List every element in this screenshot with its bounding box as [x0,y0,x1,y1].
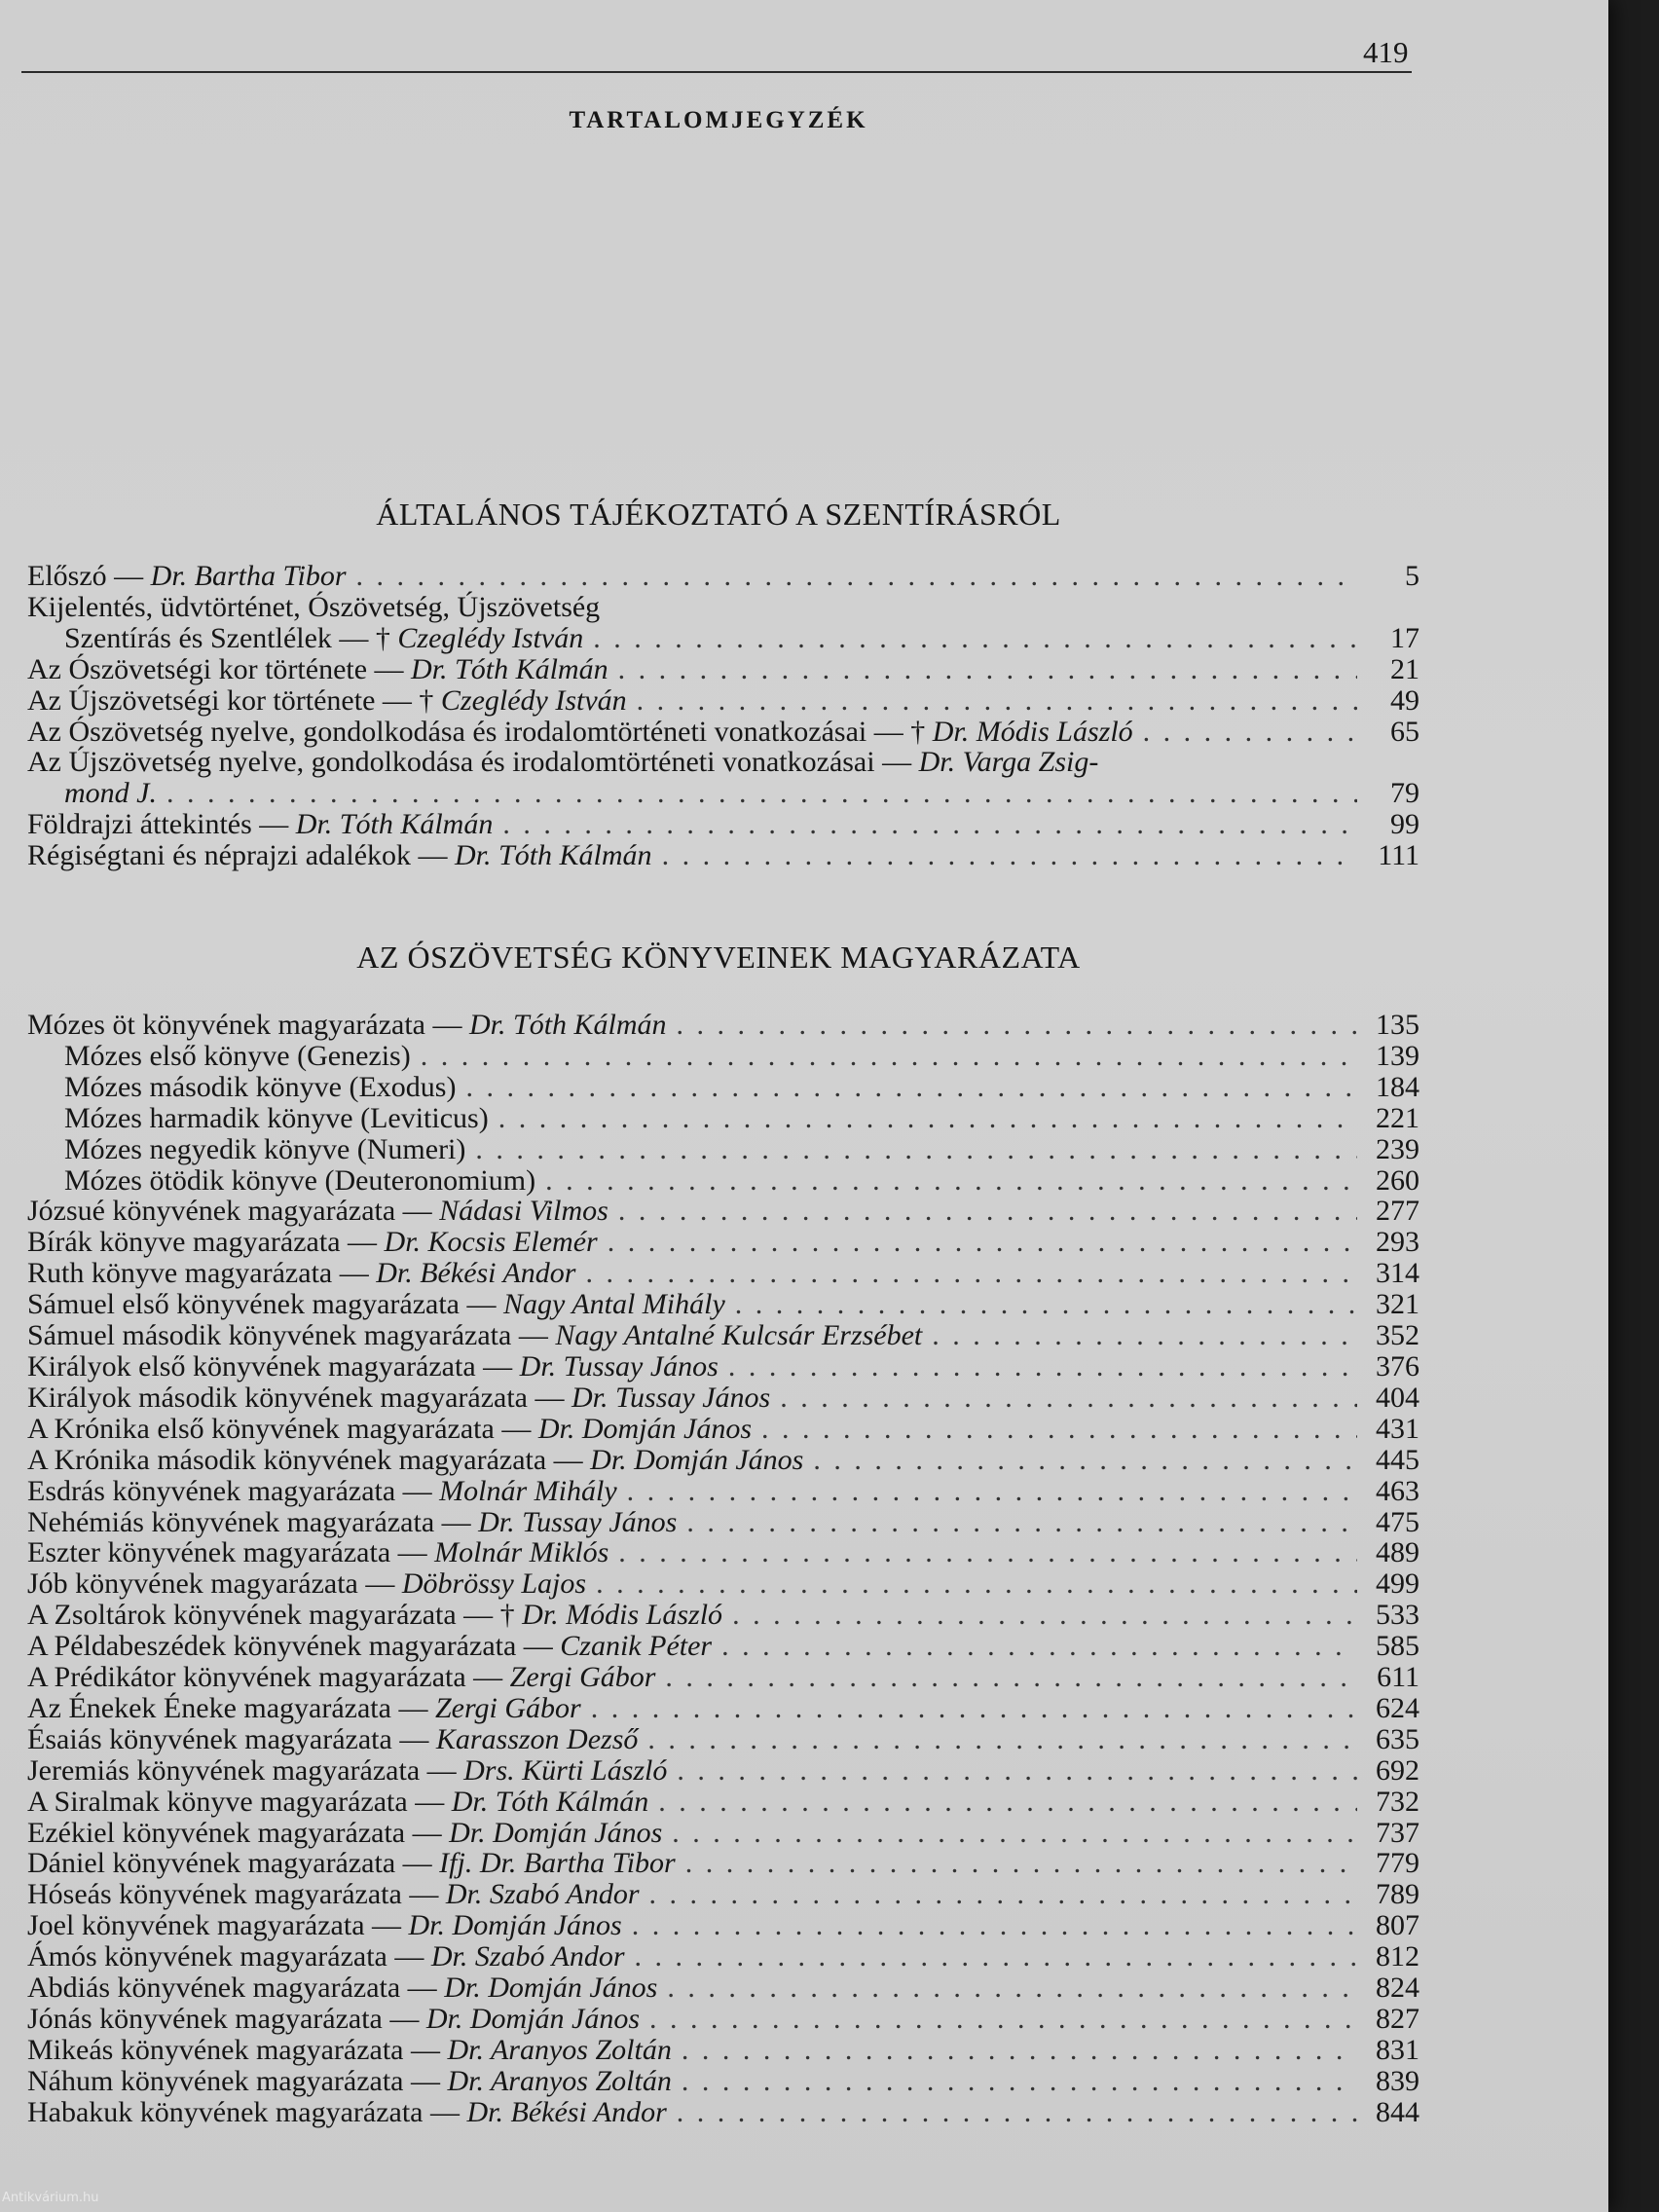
toc-entry-page: 184 [1376,1070,1419,1103]
toc-entry-title: Királyok első könyvének magyarázata — [27,1349,513,1382]
toc-entry-text [27,1662,655,1693]
dot-leader [685,1848,1357,1879]
toc-entry-text [27,1631,712,1662]
toc-entry-page: 376 [1376,1349,1419,1382]
watermark: Antikvárium.hu [2,2191,99,2205]
toc-entry [27,809,1419,840]
dot-leader [735,1289,1357,1320]
toc-entry [27,654,1419,685]
toc-entry-text [27,1693,581,1724]
toc-entry [27,1972,1419,2004]
toc-entry-author: Dr. Bartha Tibor [150,560,347,592]
toc-entry-author: Dr. Domján János [425,2003,641,2035]
toc-entry-text [64,623,583,654]
toc-list-general [27,561,1419,871]
toc-entry-title: Bírák könyve magyarázata — [27,1226,378,1259]
dot-leader [618,654,1357,685]
toc-entry-title: Mózes öt könyvének magyarázata — [27,1009,462,1041]
toc-entry-title: Az Újszövetség nyelve, gondolkodása és irodalomtörténeti vonatkozásai — [27,746,912,779]
toc-entry [27,1134,1419,1165]
toc-entry-text [27,1476,617,1507]
dot-leader [667,1972,1357,2004]
dot-leader [813,1445,1357,1476]
toc-entry-title: Esdrás könyvének magyarázata — [27,1474,432,1507]
toc-entry-author: Dr. Domján János [449,1816,663,1849]
toc-entry-text [64,778,157,809]
toc-entry-page: 404 [1376,1381,1419,1414]
toc-entry [27,561,1419,592]
toc-entry-text [27,1568,586,1600]
toc-entry-text [27,1196,608,1227]
dot-leader [618,1196,1357,1227]
dot-leader [682,2035,1357,2066]
toc-entry-title: Ruth könyve magyarázata — [27,1257,369,1290]
dot-leader [356,561,1357,592]
dot-leader [593,623,1357,654]
dot-leader [498,1103,1357,1134]
header-rule [21,71,1412,73]
toc-entry-page: 807 [1376,1909,1419,1942]
toc-entry [27,1941,1419,1972]
dot-leader [682,2066,1357,2097]
toc-entry-author: Nádasi Vilmos [439,1195,608,1228]
toc-entry-author: Dr. Tóth Kálmán [469,1009,667,1041]
toc-entry-text [27,1910,622,1941]
toc-entry [27,1662,1419,1693]
toc-entry [27,685,1419,717]
toc-entry-text [27,685,627,717]
toc-entry-author: Dr. Szabó Andor [445,1878,640,1911]
toc-entry-author: Dr. Domján János [408,1909,622,1942]
toc-entry-author: Czanik Péter [560,1630,713,1663]
dot-leader [658,1787,1357,1818]
toc-entry-page: 463 [1376,1474,1419,1507]
toc-entry-author: Molnár Miklós [434,1536,609,1569]
dot-leader [166,778,1357,809]
toc-entry-page: 499 [1376,1567,1419,1601]
toc-entry-page: 732 [1376,1785,1419,1818]
toc-entry-page: 111 [1378,839,1419,872]
toc-entry-text [27,1382,770,1414]
toc-entry-title: A Krónika második könyvének magyarázata — [27,1443,583,1476]
dot-leader [608,1227,1357,1258]
toc-entry-text [64,1165,535,1197]
toc-entry-title: Az Énekek Éneke magyarázata — [27,1691,428,1724]
dot-leader [662,840,1357,871]
toc-entry [27,1227,1419,1258]
toc-entry [27,778,1419,809]
toc-entry-page: 135 [1376,1009,1419,1041]
toc-entry-author: Dr. Békési Andor [376,1257,576,1290]
toc-entry-page: 49 [1390,683,1419,717]
dot-leader [545,1165,1357,1197]
toc-entry [27,1445,1419,1476]
toc-entry-author: Dr. Tussay János [478,1505,678,1538]
toc-entry [27,717,1419,748]
toc-entry-author: Zergi Gábor [509,1661,656,1694]
toc-entry [27,2066,1419,2097]
section-heading-old-testament: AZ ÓSZÖVETSÉG KÖNYVEINEK MAGYARÁZATA [356,940,1081,975]
toc-entry-page: 314 [1376,1257,1419,1290]
dot-leader [632,1910,1357,1941]
toc-entry-text [27,1414,752,1445]
toc-entry-title: Eszter könyvének magyarázata — [27,1536,427,1569]
toc-entry-text [27,1879,640,1910]
toc-entry-page: 692 [1376,1753,1419,1787]
toc-entry-page: 824 [1376,1972,1419,2005]
toc-entry-page: 533 [1376,1599,1419,1632]
toc-entry-author: Czeglédy István [397,621,584,654]
toc-entry-text [27,2004,640,2035]
toc-entry-author: Dr. Aranyos Zoltán [447,2064,672,2097]
toc-entry [27,1165,1419,1197]
toc-entry-page: 812 [1376,1940,1419,1973]
toc-entry-author: Dr. Tóth Kálmán [411,652,608,685]
toc-entry [27,1693,1419,1724]
toc-entry-text [27,1227,598,1258]
toc-entry-title: Ésaiás könyvének magyarázata — [27,1722,429,1755]
toc-entry [27,1476,1419,1507]
toc-entry-title: Jeremiás könyvének magyarázata — [27,1753,457,1787]
toc-entry-page: 789 [1376,1878,1419,1911]
toc-entry-title: Mózes első könyve (Genezis) [64,1039,411,1072]
toc-entry-text [27,1848,676,1879]
toc-entry-title: Jób könyvének magyarázata — [27,1567,395,1601]
toc-entry [27,1320,1419,1351]
toc-entry-text [27,1787,648,1818]
toc-entry-title: Sámuel első könyvének magyarázata — [27,1288,497,1321]
dot-leader [672,1818,1357,1849]
toc-entry-text [64,1134,465,1165]
toc-entry-page: 737 [1376,1816,1419,1849]
toc-entry-author: Drs. Kürti László [463,1753,668,1787]
toc-entry [27,1196,1419,1227]
toc-entry-text [27,1941,625,1972]
toc-entry-title: Az Ószövetség nyelve, gondolkodása és irodalomtörténeti vonatkozásai — † [27,715,926,748]
toc-entry-title: Habakuk könyvének magyarázata — [27,2095,460,2128]
toc-entry-text [27,2097,667,2128]
toc-entry [27,1910,1419,1941]
toc-entry-page: 293 [1376,1226,1419,1259]
toc-entry-text [27,1010,667,1041]
toc-entry-text [27,717,1133,748]
toc-entry-author: Dr. Módis László [522,1599,723,1632]
toc-entry-text [27,1289,725,1320]
dot-leader [761,1414,1357,1445]
toc-entry [27,1041,1419,1072]
toc-entry [27,1507,1419,1538]
toc-entry-text [27,809,493,840]
dot-leader [649,2004,1357,2035]
toc-entry-title: Ezékiel könyvének magyarázata — [27,1816,442,1849]
toc-entry-text [27,1600,722,1631]
toc-entry-text [27,592,600,623]
toc-entry-page: 839 [1376,2064,1419,2097]
toc-entry-author: Dr. Békési Andor [466,2095,667,2128]
toc-entry-text [27,1507,677,1538]
toc-entry-page: 239 [1376,1132,1419,1165]
dot-leader [728,1351,1357,1382]
dot-leader [932,1320,1357,1351]
toc-entry-page: 611 [1377,1661,1419,1694]
dot-leader [677,1010,1357,1041]
toc-entry-page: 352 [1376,1319,1419,1352]
dot-leader [780,1382,1357,1414]
toc-entry-title: Mózes második könyve (Exodus) [64,1070,457,1103]
toc-entry-title: Joel könyvének magyarázata — [27,1909,402,1942]
toc-entry-text [27,1258,575,1289]
toc-entry [27,1414,1419,1445]
toc-entry [27,1258,1419,1289]
toc-entry-title: A Krónika első könyvének magyarázata — [27,1412,532,1445]
dot-leader [475,1134,1357,1165]
dot-leader [649,1879,1358,1910]
toc-entry-text [64,1041,411,1072]
toc-entry-title: A Prédikátor könyvének magyarázata — [27,1661,503,1694]
toc-entry-page: 445 [1376,1443,1419,1476]
toc-entry [27,1818,1419,1849]
toc-entry-author: Czeglédy István [440,683,627,717]
toc-entry-author: Molnár Mihály [439,1474,617,1507]
toc-entry-author: Dr. Módis László [932,715,1133,748]
toc-entry-text [27,1818,662,1849]
toc-entry-author: Dr. Tóth Kálmán [295,808,494,841]
toc-entry-text [64,1103,489,1134]
toc-entry-text [27,1445,803,1476]
dot-leader [596,1568,1357,1600]
toc-entry [27,1755,1419,1787]
toc-entry-author: Karasszon Dezső [435,1722,639,1755]
toc-entry-page: 321 [1376,1288,1419,1321]
toc-entry-author: Dr. Tussay János [519,1349,719,1382]
toc-entry-title: Az Ószövetségi kor története — [27,652,404,685]
toc-entry-author: mond J. [64,777,157,810]
dot-leader [677,2097,1357,2128]
toc-entry-page: 844 [1376,2095,1419,2128]
toc-entry-title: Józsué könyvének magyarázata — [27,1195,432,1228]
toc-entry-page: 831 [1376,2033,1419,2066]
toc-entry-author: Dr. Varga Zsig- [918,746,1099,779]
toc-entry-author: Nagy Antal Mihály [503,1288,725,1321]
toc-entry [27,623,1419,654]
toc-entry [27,747,1419,778]
toc-entry [27,840,1419,871]
dot-leader [627,1476,1357,1507]
toc-entry-text [27,1755,667,1787]
toc-entry [27,1848,1419,1879]
dot-leader [637,685,1357,717]
toc-entry [27,2097,1419,2128]
toc-entry-text [27,2066,672,2097]
toc-entry [27,2035,1419,2066]
toc-entry [27,1631,1419,1662]
toc-entry-title: Ámós könyvének magyarázata — [27,1940,424,1973]
dot-leader [721,1631,1357,1662]
dot-leader [732,1600,1357,1631]
toc-entry-title: Mózes negyedik könyve (Numeri) [64,1132,466,1165]
toc-entry-text [27,1351,719,1382]
toc-entry-author: Dr. Tóth Kálmán [455,839,652,872]
dot-leader [421,1041,1357,1072]
document-title: TARTALOMJEGYZÉK [569,107,868,133]
toc-entry-text [27,840,652,871]
toc-entry-page: 221 [1376,1101,1419,1134]
dot-leader [686,1507,1357,1538]
toc-entry-title: Előszó — [27,560,144,592]
toc-entry-page: 624 [1376,1691,1419,1724]
toc-entry-author: Döbrössy Lajos [401,1567,587,1601]
toc-entry-title: A Siralmak könyve magyarázata — [27,1785,445,1818]
toc-entry [27,1103,1419,1134]
toc-entry-text [27,1320,922,1351]
toc-entry-author: Ifj. Dr. Bartha Tibor [439,1847,676,1880]
dot-leader [465,1072,1357,1103]
toc-entry-page: 635 [1376,1722,1419,1755]
toc-entry-title: A Zsoltárok könyvének magyarázata — † [27,1599,515,1632]
toc-entry [27,1879,1419,1910]
toc-entry-page: 779 [1376,1847,1419,1880]
dot-leader [502,809,1357,840]
toc-entry-author: Dr. Tussay János [571,1381,771,1414]
toc-entry [27,592,1419,623]
toc-entry-text [27,1972,657,2004]
toc-entry-title: Hóseás könyvének magyarázata — [27,1878,439,1911]
toc-entry-title: Mózes harmadik könyve (Leviticus) [64,1101,489,1134]
toc-entry-title: Abdiás könyvének magyarázata — [27,1972,437,2005]
toc-entry-author: Dr. Domján János [537,1412,752,1445]
toc-entry-page: 5 [1405,560,1419,592]
toc-entry-page: 827 [1376,2003,1419,2035]
toc-entry-title: Mikeás könyvének magyarázata — [27,2033,440,2066]
toc-entry-page: 475 [1376,1505,1419,1538]
toc-entry [27,1724,1419,1755]
toc-entry-title: Jónás könyvének magyarázata — [27,2003,420,2035]
toc-entry-author: Dr. Szabó Andor [430,1940,625,1973]
toc-entry-text [64,1072,456,1103]
toc-entry-title: Kijelentés, üdvtörténet, Ószövetség, Újszövetség [27,590,601,623]
toc-entry-text [27,654,608,685]
toc-entry-page: 139 [1376,1039,1419,1072]
dot-leader [665,1662,1357,1693]
toc-entry-author: Dr. Tóth Kálmán [451,1785,649,1818]
toc-entry-text [27,561,347,592]
dot-leader [647,1724,1357,1755]
toc-entry-author: Dr. Kocsis Elemér [384,1226,598,1259]
toc-entry [27,2004,1419,2035]
toc-entry-title: Mózes ötödik könyve (Deuteronomium) [64,1163,536,1197]
toc-entry [27,1600,1419,1631]
dot-leader [585,1258,1357,1289]
toc-entry-page: 21 [1390,652,1419,685]
dot-leader [635,1941,1357,1972]
page-number: 419 [1363,35,1409,69]
toc-entry-title: Náhum könyvének magyarázata — [27,2064,440,2097]
toc-entry-page: 277 [1376,1195,1419,1228]
dot-leader [1143,717,1357,748]
toc-entry-page: 65 [1390,715,1419,748]
toc-entry-text [27,747,1098,778]
toc-entry-title: Dániel könyvének magyarázata — [27,1847,432,1880]
toc-entry [27,1382,1419,1414]
toc-entry-author: Nagy Antalné Kulcsár Erzsébet [555,1319,923,1352]
toc-entry [27,1568,1419,1600]
toc-entry-title: Szentírás és Szentlélek — † [64,621,390,654]
toc-entry-page: 431 [1376,1412,1419,1445]
dot-leader [618,1537,1357,1568]
toc-entry-title: Sámuel második könyvének magyarázata — [27,1319,548,1352]
toc-entry-title: Földrajzi áttekintés — [27,808,289,841]
toc-entry [27,1351,1419,1382]
toc-entry [27,1537,1419,1568]
toc-entry-page: 99 [1390,808,1419,841]
toc-entry [27,1787,1419,1818]
toc-entry-title: Régiségtani és néprajzi adalékok — [27,839,448,872]
toc-entry-page: 489 [1376,1536,1419,1569]
toc-entry-text [27,1724,638,1755]
toc-entry [27,1072,1419,1103]
toc-entry [27,1010,1419,1041]
toc-entry-text [27,1537,608,1568]
dot-leader [591,1693,1357,1724]
toc-list-old-testament [27,1010,1419,2128]
toc-entry-page: 17 [1390,621,1419,654]
toc-entry-author: Dr. Domján János [444,1972,658,2005]
toc-entry-title: Nehémiás könyvének magyarázata — [27,1505,471,1538]
toc-entry-author: Zergi Gábor [434,1691,581,1724]
toc-entry-page: 79 [1390,777,1419,810]
toc-entry-author: Dr. Domján János [590,1443,804,1476]
toc-entry-author: Dr. Aranyos Zoltán [447,2033,672,2066]
toc-entry-text [27,2035,672,2066]
toc-entry-title: Az Újszövetségi kor története — † [27,683,434,717]
toc-entry-page: 585 [1376,1630,1419,1663]
section-heading-general: ÁLTALÁNOS TÁJÉKOZTATÓ A SZENTÍRÁSRÓL [376,497,1061,532]
toc-entry-title: A Példabeszédek könyvének magyarázata — [27,1630,553,1663]
dot-leader [677,1755,1357,1787]
toc-entry-page: 260 [1376,1163,1419,1197]
toc-entry [27,1289,1419,1320]
toc-entry-title: Királyok második könyvének magyarázata — [27,1381,565,1414]
